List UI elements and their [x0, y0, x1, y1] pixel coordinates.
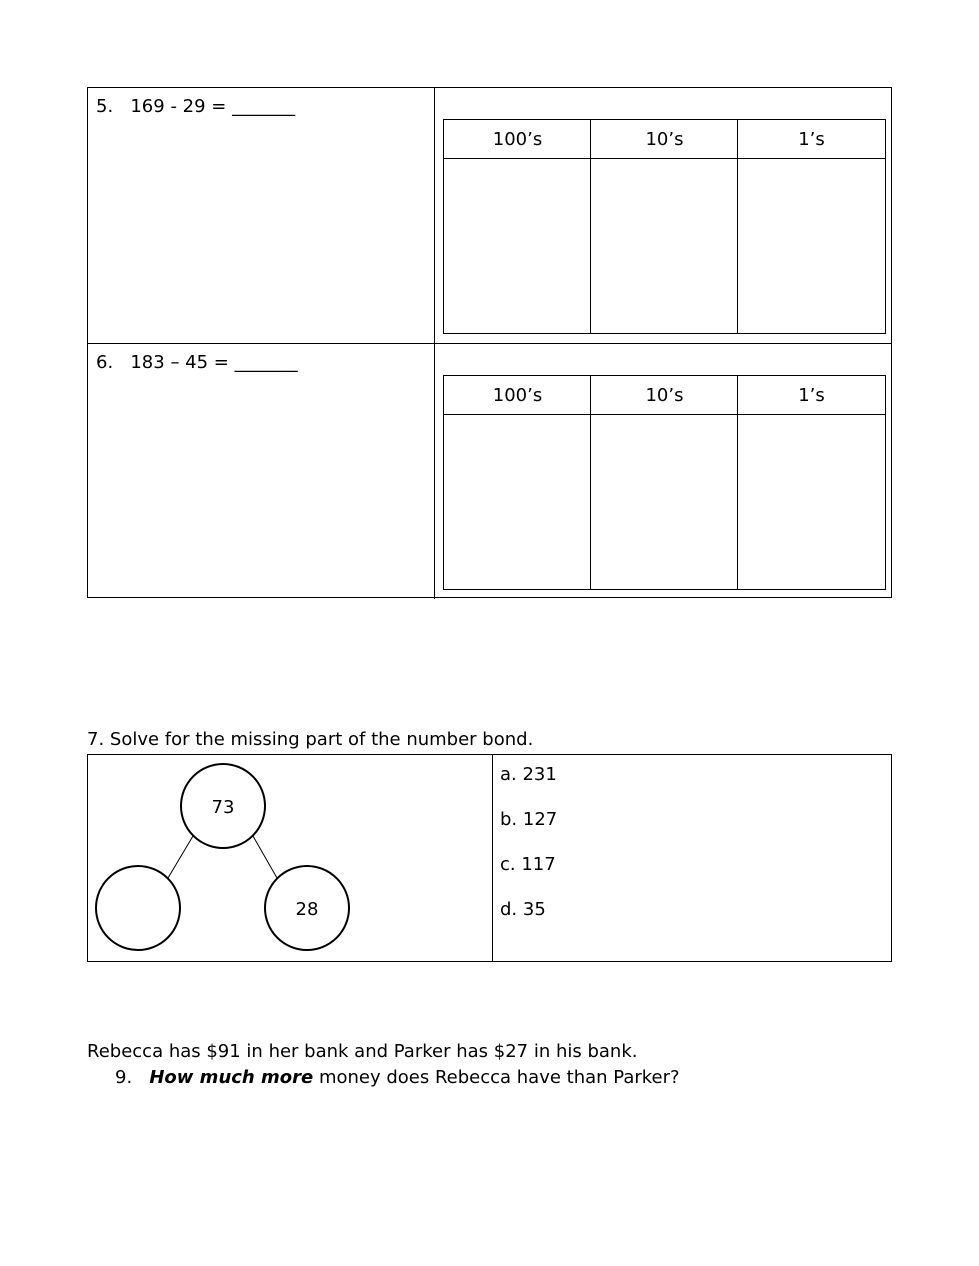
bond-missing-part-circle: [96, 866, 180, 950]
bond-known-value: 28: [295, 899, 319, 920]
header-tens: 10’s: [591, 376, 738, 415]
bond-line-right: [253, 836, 277, 878]
question-9-story: Rebecca has $91 in her bank and Parker has $27 in his bank.: [87, 1041, 638, 1062]
header-ones: 1’s: [738, 376, 885, 415]
column-divider: [737, 120, 738, 333]
column-divider: [590, 376, 591, 589]
question-7-divider: [492, 755, 493, 961]
question-9-number: 9.: [115, 1067, 133, 1088]
choice-d[interactable]: d. 35: [500, 899, 546, 920]
column-divider: [590, 120, 591, 333]
problem-cell-6: [88, 344, 435, 599]
question-9-prompt: [115, 1067, 680, 1088]
number-bond-diagram: [88, 755, 492, 961]
header-tens: 10’s: [591, 120, 738, 159]
problem-5-text: 5. 169 - 29 = _______: [96, 96, 296, 117]
column-divider: [737, 376, 738, 589]
place-value-chart-5: [443, 119, 886, 334]
choice-c[interactable]: c. 117: [500, 854, 556, 875]
place-value-chart-6: [443, 375, 886, 590]
bond-whole-value: 73: [211, 797, 235, 818]
problems-table: [87, 87, 892, 598]
choice-a[interactable]: a. 231: [500, 764, 557, 785]
problem-row-5: [88, 88, 891, 343]
question-7-title: 7. Solve for the missing part of the number bond.: [87, 729, 534, 750]
header-hundreds: 100’s: [444, 120, 591, 159]
question-9-emphasis: How much more: [149, 1067, 314, 1088]
bond-line-left: [168, 836, 193, 878]
header-hundreds: 100’s: [444, 376, 591, 415]
choice-b[interactable]: b. 127: [500, 809, 558, 830]
problem-6-text: 6. 183 – 45 = _______: [96, 352, 298, 373]
problem-row-6: [88, 343, 891, 599]
problem-cell-5: [88, 88, 435, 343]
question-7-table: [87, 754, 892, 962]
header-ones: 1’s: [738, 120, 885, 159]
question-9-rest: money does Rebecca have than Parker?: [313, 1067, 680, 1088]
